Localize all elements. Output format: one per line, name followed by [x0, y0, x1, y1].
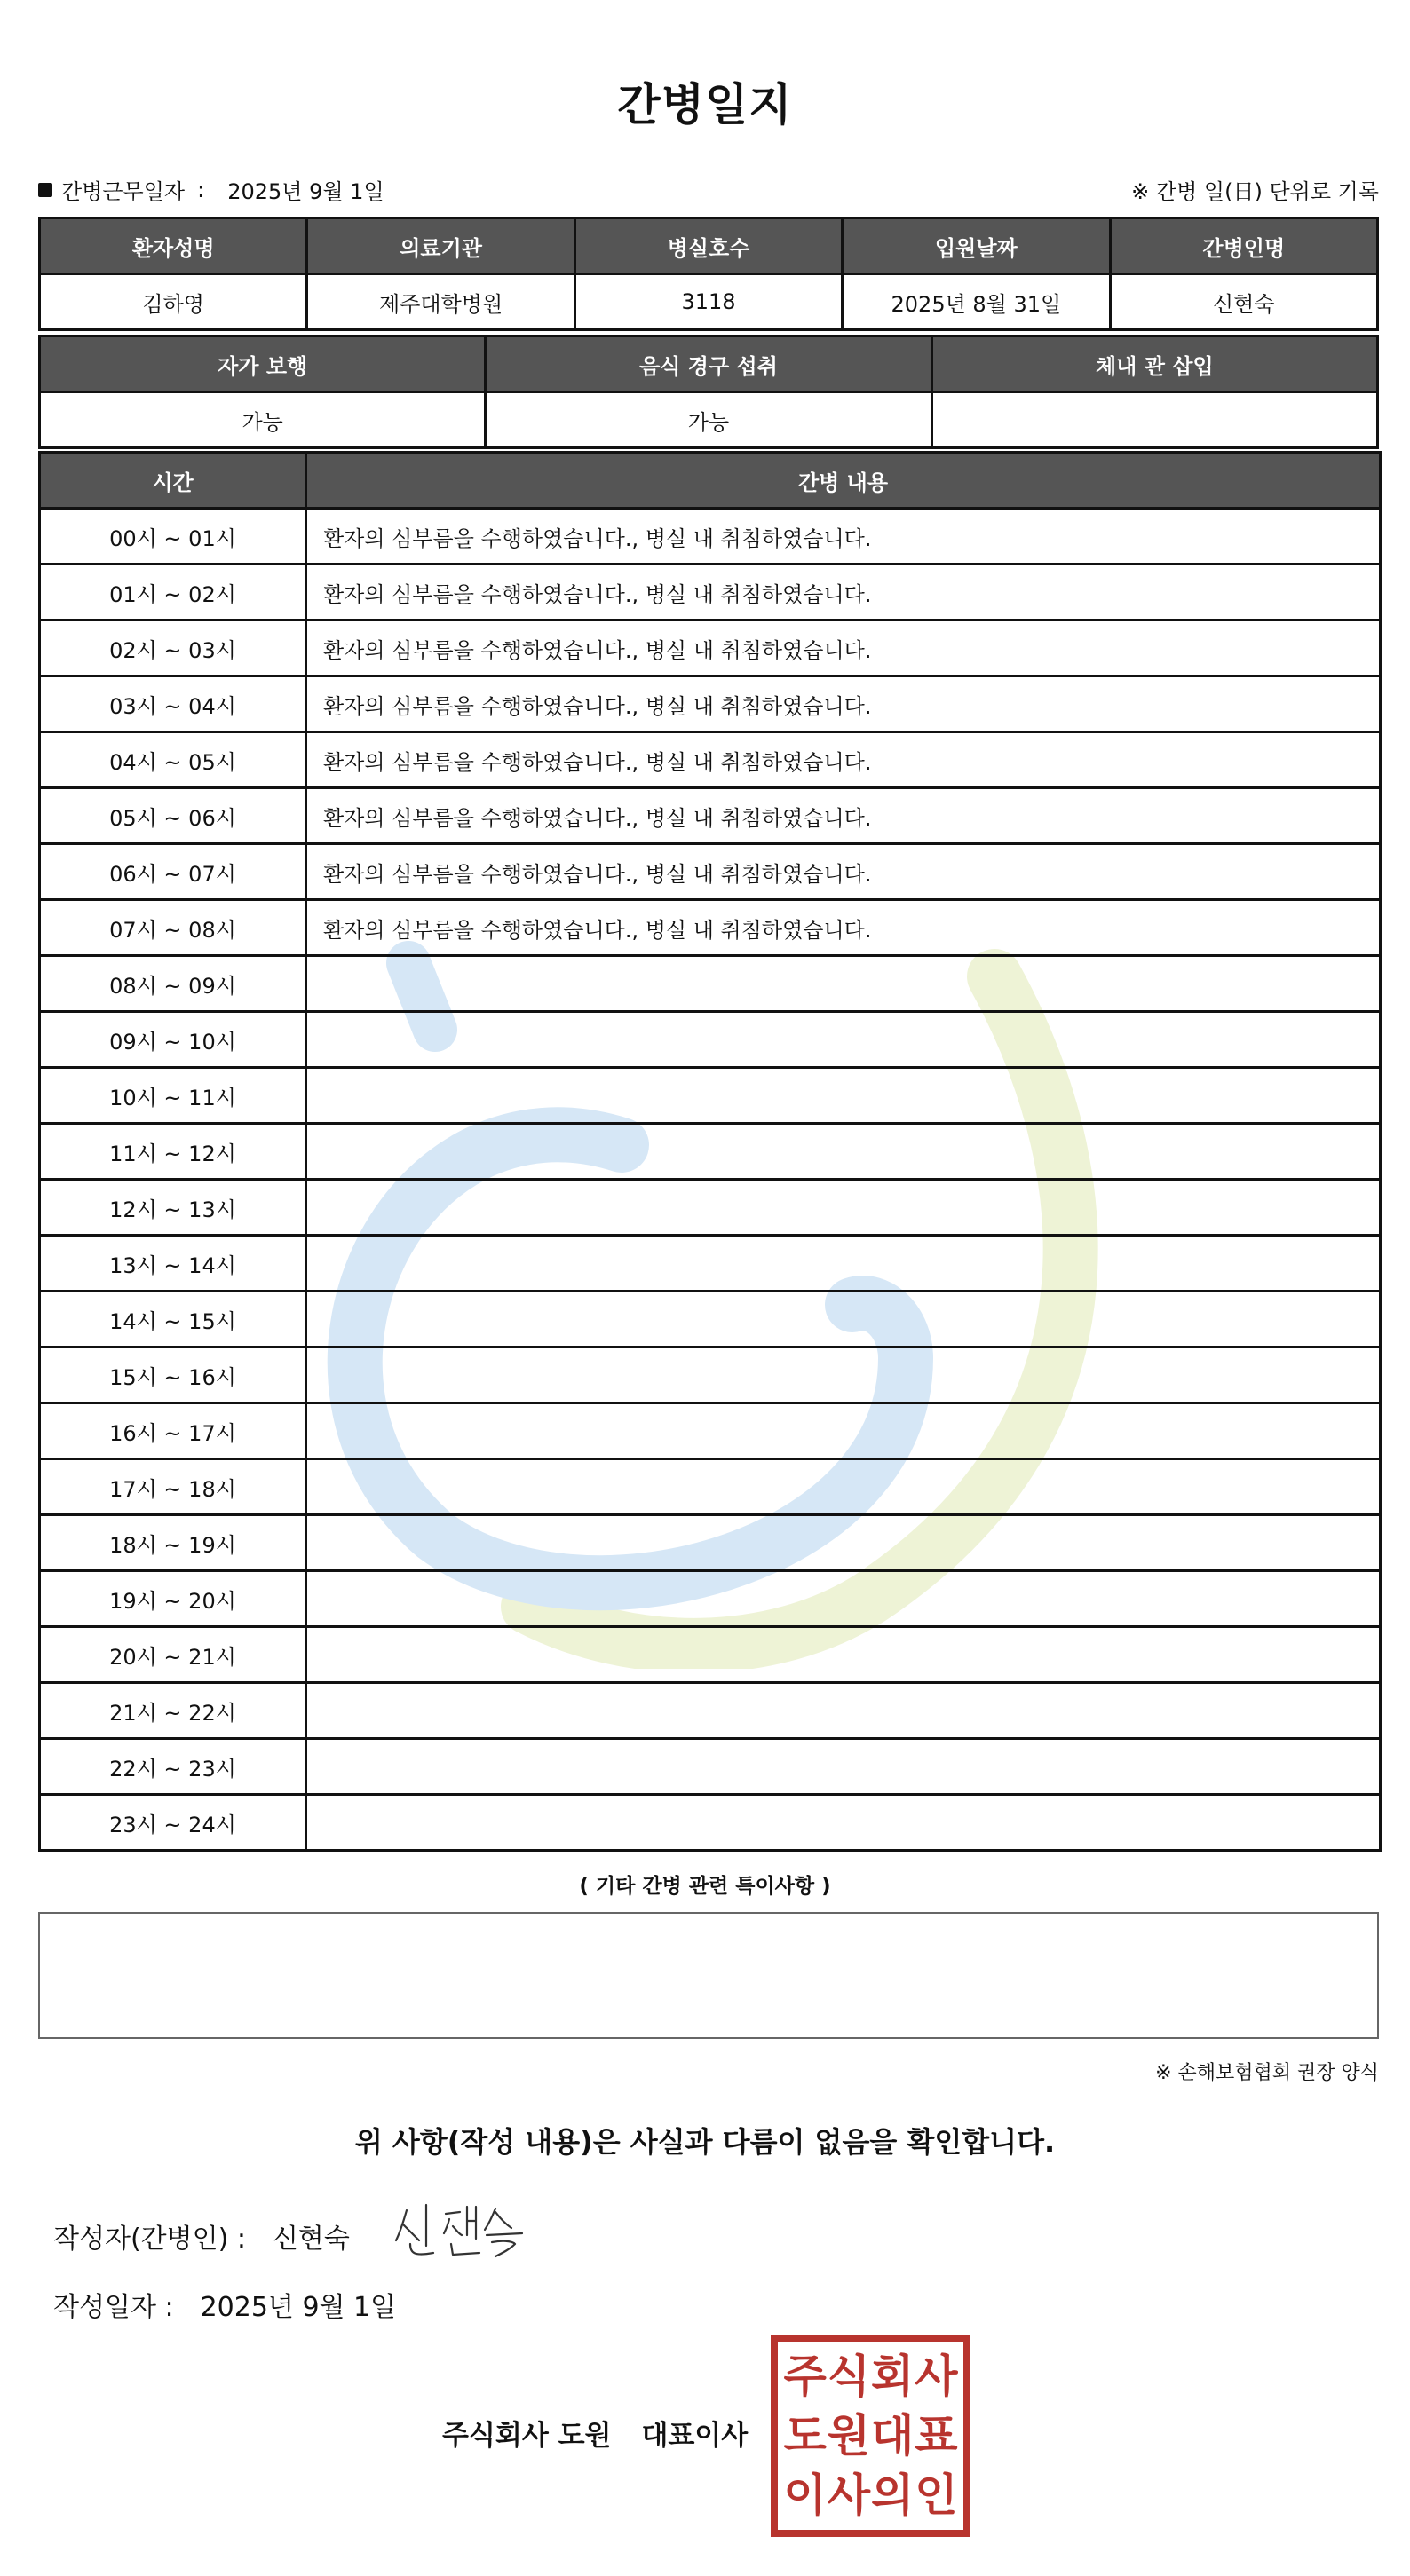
care-log-content — [306, 1236, 1381, 1292]
confirmation-statement: 위 사항(작성 내용)은 사실과 다름이 없음을 확인합니다. — [354, 2125, 1056, 2159]
abilities-header-row — [40, 336, 1378, 392]
care-log-row — [40, 620, 1381, 676]
care-log-content: 환자의 심부름을 수행하였습니다., 병실 내 취침하였습니다. — [306, 565, 1381, 620]
seal-char: 식 — [827, 2351, 871, 2403]
care-log-content: 환자의 심부름을 수행하였습니다., 병실 내 취침하였습니다. — [306, 620, 1381, 676]
handwritten-signature — [391, 2194, 542, 2265]
written-date-line — [53, 2285, 396, 2324]
care-log-time: 15시 ~ 16시 — [40, 1347, 306, 1403]
header-care-content: 간병 내용 — [306, 453, 1381, 509]
care-log-time: 16시 ~ 17시 — [40, 1403, 306, 1459]
abilities-value-row — [40, 392, 1378, 448]
tube-value — [931, 392, 1377, 448]
patient-info-table — [38, 217, 1379, 331]
care-log-time: 11시 ~ 12시 — [40, 1124, 306, 1180]
care-log-time: 06시 ~ 07시 — [40, 844, 306, 900]
page-title: 간병일지 — [617, 79, 793, 130]
care-log-content — [306, 1515, 1381, 1571]
care-log-content: 환자의 심부름을 수행하였습니다., 병실 내 취침하였습니다. — [306, 676, 1381, 732]
written-date-value: 2025년 9월 1일 — [200, 2292, 397, 2323]
care-log-row — [40, 1403, 1381, 1459]
header-patient-name: 환자성명 — [40, 218, 307, 274]
care-log-row — [40, 509, 1381, 565]
seal-char: 원 — [827, 2409, 871, 2461]
patient-info-header-row — [40, 218, 1378, 274]
header-hospital: 의료기관 — [307, 218, 574, 274]
seal-char: 회 — [870, 2351, 915, 2403]
care-log-time: 18시 ~ 19시 — [40, 1515, 306, 1571]
care-log-time: 09시 ~ 10시 — [40, 1012, 306, 1068]
company-line — [442, 2413, 748, 2453]
seal-char: 대 — [870, 2409, 915, 2461]
care-log-content — [306, 1571, 1381, 1627]
care-log-row — [40, 1571, 1381, 1627]
care-log-row — [40, 1292, 1381, 1347]
care-log-content — [306, 1292, 1381, 1347]
care-log-content — [306, 1795, 1381, 1851]
work-date-value: 2025년 9월 1일 — [227, 179, 384, 204]
care-log-row — [40, 1795, 1381, 1851]
header-oral-intake: 음식 경구 섭취 — [486, 336, 931, 392]
care-log-header-row — [40, 453, 1381, 509]
care-log-time: 08시 ~ 09시 — [40, 956, 306, 1012]
seal-char: 이 — [783, 2469, 827, 2521]
seal-char: 주 — [783, 2351, 827, 2403]
header-caregiver: 간병인명 — [1110, 218, 1377, 274]
care-log-content: 환자의 심부름을 수행하였습니다., 병실 내 취침하였습니다. — [306, 509, 1381, 565]
care-log-time: 02시 ~ 03시 — [40, 620, 306, 676]
care-log-content — [306, 1683, 1381, 1739]
care-log-time: 03시 ~ 04시 — [40, 676, 306, 732]
patient-name: 김하영 — [40, 274, 307, 330]
room-number: 3118 — [574, 274, 842, 330]
care-log-time: 05시 ~ 06시 — [40, 788, 306, 844]
care-log-time: 07시 ~ 08시 — [40, 900, 306, 956]
care-log-row — [40, 1515, 1381, 1571]
care-log-time: 21시 ~ 22시 — [40, 1683, 306, 1739]
writer-label: 작성자(간병인) : — [53, 2224, 246, 2255]
patient-info-value-row — [40, 274, 1378, 330]
hospital: 제주대학병원 — [307, 274, 574, 330]
care-log-content: 환자의 심부름을 수행하였습니다., 병실 내 취침하였습니다. — [306, 844, 1381, 900]
header-walking: 자가 보행 — [40, 336, 486, 392]
unit-note: ※ 간병 일(日) 단위로 기록 — [1131, 179, 1379, 204]
care-log-content: 환자의 심부름을 수행하였습니다., 병실 내 취침하였습니다. — [306, 732, 1381, 788]
care-log-content — [306, 1459, 1381, 1515]
header-tube: 체내 관 삽입 — [931, 336, 1377, 392]
care-log-row — [40, 1683, 1381, 1739]
care-log-time: 22시 ~ 23시 — [40, 1739, 306, 1795]
care-log-row — [40, 1236, 1381, 1292]
care-log-row — [40, 1068, 1381, 1124]
care-log-row — [40, 1459, 1381, 1515]
care-log-content — [306, 1124, 1381, 1180]
abilities-table — [38, 335, 1379, 449]
care-log-row — [40, 956, 1381, 1012]
header-admission-date: 입원날짜 — [843, 218, 1110, 274]
care-log-row — [40, 1627, 1381, 1683]
writer-line — [53, 2216, 350, 2256]
care-log-content — [306, 1012, 1381, 1068]
care-log-time: 12시 ~ 13시 — [40, 1180, 306, 1236]
care-log-row — [40, 1012, 1381, 1068]
care-log-content: 환자의 심부름을 수행하였습니다., 병실 내 취침하였습니다. — [306, 900, 1381, 956]
work-date — [38, 174, 384, 205]
seal-char: 의 — [870, 2469, 915, 2521]
notes-title: ( 기타 간병 관련 특이사항 ) — [579, 1875, 831, 1898]
company-seal-stamp — [771, 2335, 970, 2537]
seal-char: 사 — [915, 2351, 958, 2403]
work-date-row — [38, 174, 1379, 204]
notes-box — [38, 1912, 1379, 2039]
recommend-note: ※ 손해보험협회 권장 양식 — [1155, 2062, 1379, 2084]
care-log-time: 19시 ~ 20시 — [40, 1571, 306, 1627]
care-log-time: 17시 ~ 18시 — [40, 1459, 306, 1515]
care-log-content — [306, 1627, 1381, 1683]
header-room: 병실호수 — [574, 218, 842, 274]
care-log-time: 13시 ~ 14시 — [40, 1236, 306, 1292]
care-log-row — [40, 1124, 1381, 1180]
work-date-label: 간병근무일자 — [61, 179, 186, 204]
care-log-content: 환자의 심부름을 수행하였습니다., 병실 내 취침하였습니다. — [306, 788, 1381, 844]
seal-char: 도 — [783, 2409, 827, 2461]
care-log-table — [38, 451, 1382, 1852]
care-log-time: 01시 ~ 02시 — [40, 565, 306, 620]
care-log-row — [40, 1739, 1381, 1795]
care-log-content — [306, 956, 1381, 1012]
care-log-row — [40, 1347, 1381, 1403]
care-log-time: 10시 ~ 11시 — [40, 1068, 306, 1124]
care-log-row — [40, 788, 1381, 844]
company-name: 주식회사 도원 — [442, 2420, 612, 2452]
care-log-time: 23시 ~ 24시 — [40, 1795, 306, 1851]
care-log-time: 04시 ~ 05시 — [40, 732, 306, 788]
written-date-label: 작성일자 : — [53, 2292, 174, 2323]
walking-value: 가능 — [40, 392, 486, 448]
care-log-row — [40, 732, 1381, 788]
work-date-colon: : — [197, 177, 205, 202]
care-log-time: 20시 ~ 21시 — [40, 1627, 306, 1683]
care-log-content — [306, 1403, 1381, 1459]
seal-char: 표 — [915, 2409, 958, 2461]
seal-char: 사 — [827, 2469, 871, 2521]
header-time: 시간 — [40, 453, 306, 509]
care-log-row — [40, 676, 1381, 732]
admission-date: 2025년 8월 31일 — [843, 274, 1110, 330]
care-log-time: 14시 ~ 15시 — [40, 1292, 306, 1347]
company-representative: 대표이사 — [641, 2420, 749, 2452]
care-log-time: 00시 ~ 01시 — [40, 509, 306, 565]
seal-char: 인 — [915, 2469, 958, 2521]
care-log-content — [306, 1347, 1381, 1403]
care-log-content — [306, 1068, 1381, 1124]
care-log-content — [306, 1180, 1381, 1236]
care-log-row — [40, 900, 1381, 956]
care-log-row — [40, 844, 1381, 900]
writer-name: 신현숙 — [272, 2224, 350, 2255]
care-log-row — [40, 565, 1381, 620]
caregiver-name: 신현숙 — [1110, 274, 1377, 330]
oral-intake-value: 가능 — [486, 392, 931, 448]
care-log-content — [306, 1739, 1381, 1795]
bullet-square-icon — [38, 183, 52, 197]
care-log-row — [40, 1180, 1381, 1236]
seal-characters — [783, 2347, 958, 2525]
